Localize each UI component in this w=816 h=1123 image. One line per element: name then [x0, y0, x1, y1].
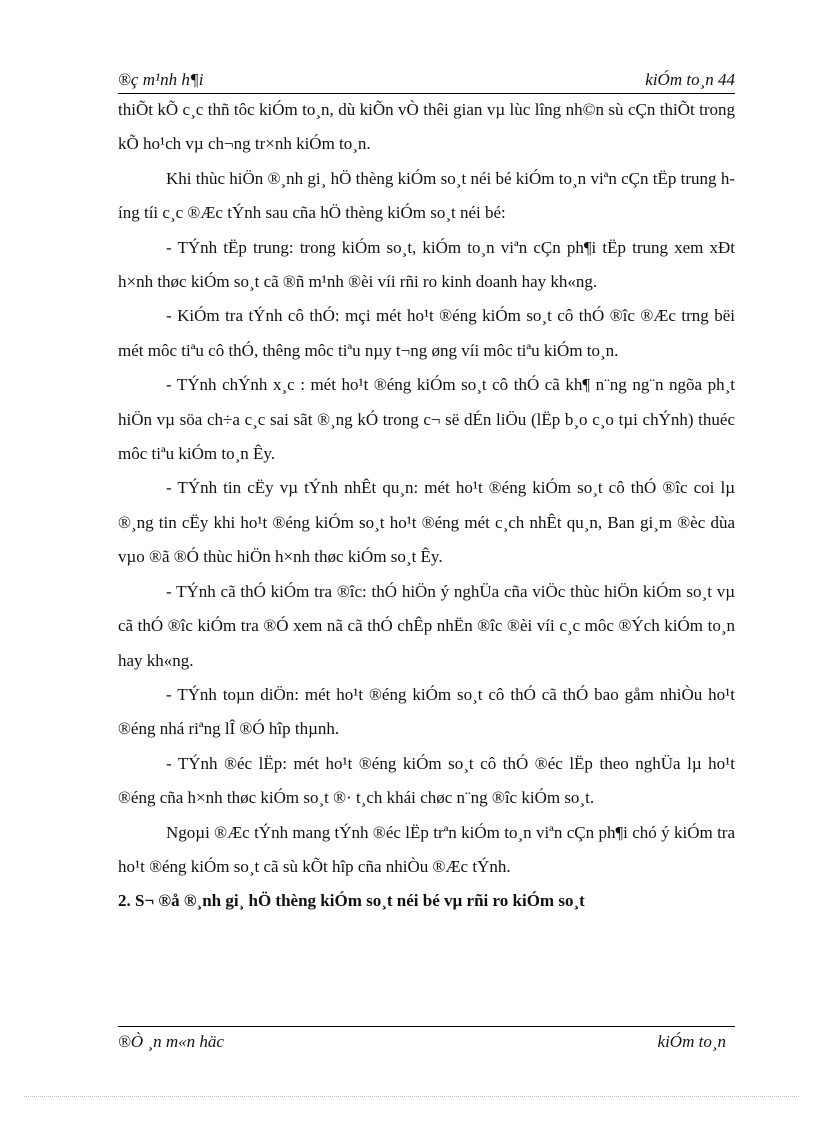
body-paragraph: Ngoµi ®Æc tÝnh mang tÝnh ®éc lËp trªn kiÓm to¸n viªn cÇn ph¶i chó ý kiÓm tra ho¹t ®éng kiÓm so¸t cã sù kÕt hîp cña nhiÒu ®Æc tÝnh.: [118, 822, 735, 876]
body-paragraph: Khi thùc hiÖn ®¸nh gi¸ hÖ thèng kiÓm so¸t néi bé kiÓm to¸n viªn cÇn tËp trung híng tíi c¸c ®Æc tÝnh sau cña hÖ thèng kiÓm so¸t néi bé:: [118, 168, 735, 223]
list-item: - TÝnh toµn diÖn: mét ho¹t ®éng kiÓm so¸t cô thÓ cã thÓ bao gåm nhiÒu ho¹t ®éng nhá riªng lÎ ®Ó hîp thµnh.: [118, 684, 735, 739]
list-item: - TÝnh chÝnh x¸c : mét ho¹t ®éng kiÓm so¸t cô thÓ cã kh¶ n¨ng ng¨n ngõa ph¸t hiÖn vµ söa ch÷a c¸c sai sãt ®¸ng kÓ trong c¬ së dÉn liÖu (lËp b¸o c¸o tµi chÝnh) thuéc môc tiªu kiÓm to¸n Êy.: [118, 375, 735, 464]
list-item: - TÝnh cã thÓ kiÓm tra ®îc: thÓ hiÖn ý nghÜa cña viÖc thùc hiÖn kiÓm so¸t vµ cã thÓ ®îc kiÓm tra ®Ó xem nã cã thÓ chÊp nhËn ®îc ®èi víi c¸c môc ®Ých kiÓm to¸n hay kh«ng.: [118, 581, 735, 670]
list-item: - TÝnh ®éc lËp: mét ho¹t ®éng kiÓm so¸t cô thÓ ®éc lËp theo nghÜa lµ ho¹t ®éng cña h×nh thøc kiÓm so¸t ®· t¸ch khái chøc n¨ng ®îc kiÓm so¸t.: [118, 753, 735, 808]
page-body: [118, 93, 735, 919]
body-paragraph: thiÕt kÕ c¸c thñ tôc kiÓm to¸n, dù kiÕn vÒ thêi gian vµ lùc lîng nh©n sù cÇn thiÕt trong kÕ ho¹ch vµ ch¬ng tr×nh kiÓm to¸n.: [118, 100, 735, 154]
header-page-label: kiÓm to¸n 44: [645, 70, 735, 89]
footer-subject: kiÓm to¸n: [657, 1032, 726, 1051]
list-item: - KiÓm tra tÝnh cô thÓ: mçi mét ho¹t ®éng kiÓm so¸t cô thÓ ®îc ®Æc trng bëi mét môc tiªu cô thÓ, thêng môc tiªu nµy t¬ng øng víi môc tiªu kiÓm to¸n.: [118, 306, 735, 360]
section-heading: 2. S¬ ®å ®¸nh gi¸ hÖ thèng kiÓm so¸t néi bé vµ rñi ro kiÓm so¸t: [118, 891, 585, 911]
page-header: [118, 70, 735, 90]
footer-course: ®Ò ¸n m«n häc: [118, 1032, 224, 1051]
list-item: - TÝnh tËp trung: trong kiÓm so¸t, kiÓm to¸n viªn cÇn ph¶i tËp trung xem xÐt h×nh thøc kiÓm so¸t cã ®ñ m¹nh ®èi víi rñi ro kinh doanh hay kh«ng.: [118, 237, 735, 292]
header-author: ®ç m¹nh h¶i: [118, 70, 204, 89]
footer-rule: [118, 1026, 735, 1027]
page-bottom-border: [24, 1096, 799, 1097]
page-footer: [118, 1032, 735, 1052]
list-item: - TÝnh tin cËy vµ tÝnh nhÊt qu¸n: mét ho¹t ®éng kiÓm so¸t cô thÓ ®îc coi lµ ®¸ng tin cËy khi ho¹t ®éng kiÓm so¸t ho¹t ®éng mét c¸ch nhÊt qu¸n, Ban gi¸m ®èc dùa vµo ®ã ®Ó thùc hiÖn h×nh thøc kiÓm so¸t Êy.: [118, 478, 735, 567]
